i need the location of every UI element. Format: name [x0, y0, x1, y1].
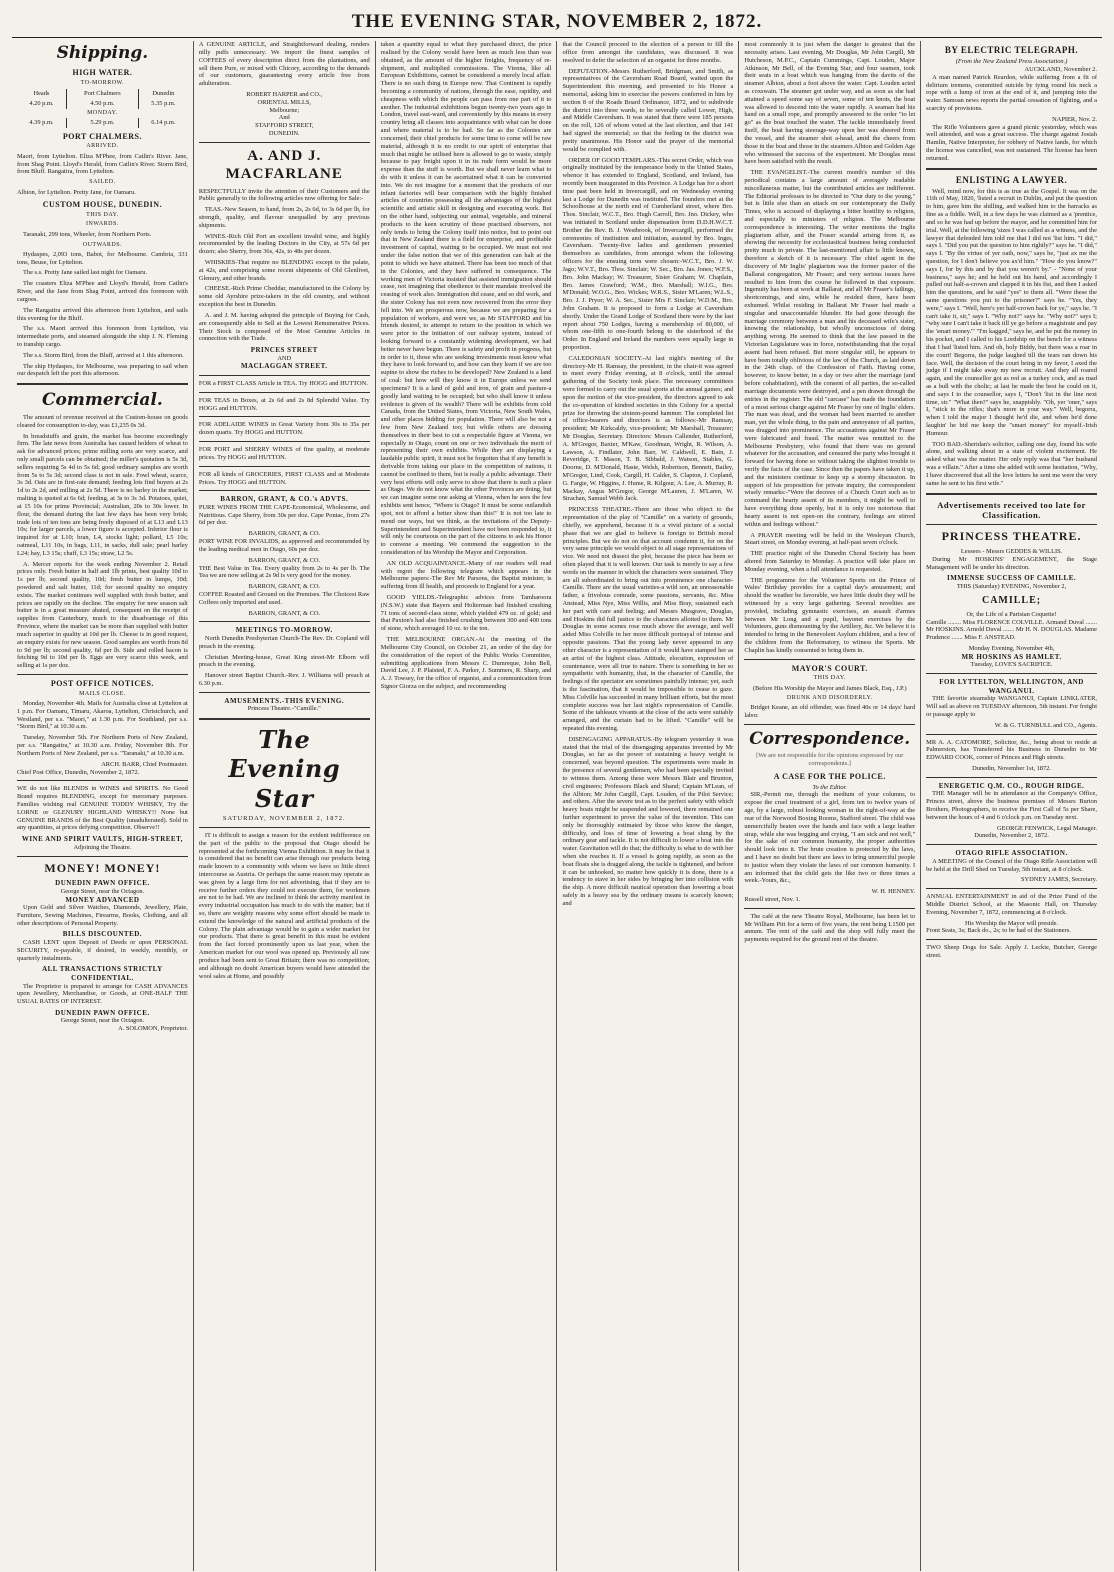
- shipping-paragraph: The s.s. Pretty Jane sailed last night for Oamaru.: [23, 269, 148, 277]
- acquaintance-paragraph: AN OLD ACQUAINTANCE.-Many of our readers will read with regret the following telegram which appears in the Melbourne papers:-The Rev Mr Parsons, the Baptist minister, is suffering from ill health, and proceeds to England for a year.: [380, 559, 552, 591]
- wanganui-paragraph: THE favorite steamship WANGANUI, Captain LINKLATER, Will sail as above on TUESDAY afternoon, 5th instant. For freight or passage apply to: [926, 695, 1097, 718]
- princess-paragraph: During Mr HOSKINS' ENGAGEMENT, the Stage Management will be under his direction.: [926, 555, 1097, 571]
- divider: [199, 718, 370, 720]
- hamlet-title: MR HOSKINS AS HAMLET.: [961, 652, 1062, 661]
- telegraph-heading: BY ELECTRIC TELEGRAPH.: [944, 45, 1079, 56]
- hogg-ad: FOR a FIRST CLASS Article in TEA. Try HOGG and HUTTON.: [198, 380, 368, 388]
- tide-cell: 5.35 p.m.: [138, 99, 187, 109]
- shipping-paragraph: The ship Hydaspes, for Melbourne, was preparing to sail when our despatch left the port this afternoon.: [17, 362, 188, 378]
- camille-subtitle: Or, the Life of a Parisian Coquette!: [966, 610, 1057, 618]
- inwards-text: Taranaki, 299 tons, Wheeler, from Northern Ports.: [23, 230, 152, 238]
- court-day: THIS DAY.: [813, 675, 846, 682]
- column-1: [12, 41, 194, 1571]
- pawn-sign: DUNEDIN PAWN OFFICE.: [55, 1008, 150, 1017]
- pawn-office-title: DUNEDIN PAWN OFFICE.: [55, 879, 150, 888]
- divider: [17, 780, 188, 781]
- divider: [926, 493, 1097, 495]
- pawn-proprietor: A. SOLOMON, Proprietor.: [118, 1025, 188, 1033]
- confidential-note: ALL TRANSACTIONS STRICTLY CONFIDENTIAL.: [42, 965, 163, 982]
- harper-dunedin: DUNEDIN.: [268, 130, 300, 138]
- police-heading: A CASE FOR THE POLICE.: [773, 771, 886, 781]
- annual-entertainment: ANNUAL ENTERTAINMENT in aid of the Prize Fund of the Middle District School, at the Masonic Hall, on Thursday Evening, November 7, 1872, commencing at 8 o'clock.: [926, 893, 1097, 916]
- shipping-paragraph: The coasters Eliza M'Phee and Lloyd's Herald, from Catlin's River, and the Jane from Shag Point, arrived this forenoon with cargoes.: [17, 280, 188, 303]
- pawn-paragraph: Upon Gold and Silver Watches, Diamonds, Jewellery, Plate, Furniture, Sewing Machines, Firearms, Books, Clothing, and all other descriptions of Personal Property.: [17, 904, 188, 927]
- divider: [199, 692, 370, 693]
- choral-paragraph: THE practice night of the Dunedin Choral Society has been altered from Saturday to Monday. A practice will take place on Monday evening, when a full attendance is requested.: [744, 550, 916, 573]
- correspondence-note: [We are not responsible for the opinions expressed by our correspondents.]: [756, 752, 904, 768]
- barron-sign: BARRON, GRANT, & CO.: [248, 583, 321, 591]
- sailings-list: Albion, for Lyttelton. Pretty Jane, for Oamaru.: [17, 188, 136, 196]
- hogg-ad: FOR TEAS in Boxes, at 2s 6d and 2s 8d Splendid Value. Try HOGG and HUTTON.: [198, 396, 370, 412]
- amusement-item: Princess Theatre.-"Camille.": [247, 705, 321, 713]
- evangelist-paragraph: THE EVANGELIST.-The current month's number of this periodical contains a large amount of averagely readable miscellaneous matter, but the contributed articles are indifferent. The Editorial professes to be directed to "Our duty to the young," but is little else than an attack on our contemporary the Daily Times, who is accused of displaying a bitter hostility to religion, and especially to ministers of religion. The Melbourne correspondence is interesting. The writer mentions the Inglis plagiarism affair, and the Fraser scandal arising from it, as showing the necessity for ecclesiastical business being conducted pretty much in private. The last-mentioned affair is little known, therefore a sketch of it is necessary. The chief agent in the discovery of Mr Inglis' plagiarism was the former pastor of the Ballarat congregation, Mr Fraser; and very serious issues have resulted to him from the course he followed in that exposure. Ingenuity has been at work at Ballarat, and all Mr Fraser's failings, shortcomings, and sins, while he resided there, have been exhumed. Whilst residing in Ballarat Mr Fraser had made a singular and unaccountable blunder. He had gone through the marriage ceremony between a man and his deceased wife's sister, knowing the relationship, but wholly unconscious of doing anything wrong. He seemed to think that the law passed in the Victorian Legislature was in force, notwithstanding that the royal assent had been refused. But more singular still, he appears to have been totally oblivious of the law of the Church, as laid down in the 24th chap. of the Confession of Faith. Having come, however, to know better, in a day or two after the marriage (and before cohabitation), with the consent of all parties, the so-called marriage documents were destroyed, and a pen drawn through the entries in the register. The old "carcase" has made the foundation of a most serious charge against Mr Fraser by one of Inglis' elders. The man was dead, and the woman had been married to another man, yet the whole thing, to the pain and annoyance of all parties, was dragged into prominence. The accusations against Mr Fraser were fabricated and fraud. The matter was remitted to the Melbourne Presbytery, who found that there was no ground whatever for the accusation, and censured the party who brought it forward for having done so without taking the slightest trouble to verify the facts of the case. Since then the papers have taken it up, and the ministers continue to keep up a stormy discussion. In support of his proposition for private inquiry, the correspondent wisely remarks:-"Were the decrees of a Church Court such as to command the hearty assent of its members, it might be well to have everything done openly, but it is only too notorious that hearty assent is not open-on the contrary, feelings are stirred within and feelings without.": [744, 169, 916, 528]
- gold-mining-paragraph: THE Manager will be in attendance at the Company's Office, Princes street, above the business premises of Messrs Burton Brothers, Photographers, to receive the First Call of 5s per Share, between the hours of 4 and 6 o'clock p.m. on Tuesday next.: [926, 790, 1097, 821]
- lessees: Lessees - Messrs GEDDES & WILLIS.: [960, 547, 1063, 555]
- correspondence-heading: Correspondence.: [749, 728, 911, 749]
- tide-header: Port Chalmers: [66, 89, 138, 99]
- tide-cell: 5.29 p.m.: [66, 118, 138, 128]
- oriental-mills: ORIENTAL MILLS,: [257, 98, 312, 106]
- paper-date: SATURDAY, NOVEMBER 2, 1872.: [222, 814, 346, 822]
- princes-street: PRINCES STREET: [250, 346, 318, 355]
- gold-mining-date: Dunedin, November 2, 1872.: [974, 832, 1049, 840]
- hogg-ad: FOR ADELAIDE WINES in Great Variety from 30s to 35s per dozen quarts. Try HOGG and HUTTON.: [198, 421, 370, 437]
- coffee-ad: A GENUINE ARTICLE, and Straightforward dealing, renders nilly puffs unnecessary. We import the finest samples of COFFEES of every description direct from the plantations, and sell them Pure, or mixed with Chicory, according to the demands of our customers, guaranteeing every article free from adulteration.: [198, 41, 370, 88]
- tide-cell: 6.14 p.m.: [138, 118, 187, 128]
- arrivals-list: Maori, from Lyttelton. Eliza M'Phee, from Catlin's River. Jane, from Shag Point. Lloyd's Herald, from Catlin's River. Storm Bird, from Bluff. Rangatira, from Lyttelton.: [17, 152, 188, 176]
- macfarlane-heading: A. AND J. MACFARLANE: [225, 147, 343, 183]
- yields-paragraph: GOOD YIELDS.-Telegraphic advices from Tambaroora (N.S.W.) state that Bayers and Holterman had finished crushing 71 tons of second-class stone, which yielded 479 oz. of gold; and that Paxton's had also finished crushing between 300 and 400 tons of stone, which averaged 10 oz. to the ton.: [380, 594, 552, 633]
- bills-discounted: BILLS DISCOUNTED.: [62, 930, 143, 939]
- theatre-paragraph: PRINCESS THEATRE.-There are those who object to the representation of the play of "Camille" on a variety of grounds, chiefly, we apprehend, because it is a vivid picture of a social phase that we are glad to believe is foreign to British moral principles. But we do not on that account condemn it, for on the very same principle we would object to all stage representations of vice. We need not dissect the plot, because the piece has been so often played that it is well known. Our task is merely to say a few words on the manner in which the characters were sustained. They are all subordinated to bring out into prominence one character-Camille. There are the usual varieties-a wild son, an unreasonable father, a frivolous comrade, some passions, servants, &c. Miss Anstead, Miss Nye, Miss Willis, and Miss Bray, sustained each her part with care and feeling; and Messrs Musgrave, Douglas, and Hoskins did full justice to the characters allotted to them. Mr Douglas in some scenes rose much above the average, and well aided Miss Colville in her more difficult portrayal of intense and opposite passions. That the young lady never appeared in any other character is a representation of it would have stamped her as an artist of the highest class. Attitude, elocution, expression of countenance, were all true to nature. There is something in her so sympathetic with humanity, that, in the character of Camille, the feelings of the spectator are sometimes painfully intense; yet, such is the fascination, that it would be impossible to cease to gaze. Miss Colville has succeeded in many brilliant efforts, but the most complete success was her last night's representation of Camille. Some of the tableaux vivants at the close of the acts were suitably arranged, and the curtain had to be lifted. "Camille" will be repeated this evening.: [562, 506, 734, 733]
- police-date: Russell street, Nov. 1.: [744, 896, 801, 904]
- lawyer-heading: ENLISTING A LAWYER.: [955, 174, 1068, 185]
- barron-sign: BARRON, GRANT, & CO.: [248, 609, 321, 617]
- divider: [744, 659, 915, 660]
- pawn-paragraph: The Proprietor is prepared to arrange for CASH ADVANCES upon Jewellery, Merchandise, or Goods, at ONE-HALF THE USUAL RATES OF INTEREST.: [17, 982, 188, 1006]
- column-2: [194, 41, 376, 1571]
- barron-sign: BARRON, GRANT, & CO.: [248, 530, 321, 538]
- barron-heading: BARRON, GRANT, & CO.'s ADVTS.: [220, 495, 349, 504]
- leader-paragraph: IT is difficult to assign a reason for the evident indifference on the part of the public to the proposal that Otago should be represented at the forthcoming Vienna Exhibition. It may be that it is considered that no benefit can arise through our products being made known to a community with whom we have so little direct intercourse as Austria. Or perhaps the same reason may operate as was given by a large firm for not advertising, that if they are to receive further orders they could not execute them, for workmen are not to be had. We are inclined to think the activity manifest in every industrial occupation has much to do with the matter; but if so, there are weighty reasons why some effort should be made to extend the knowledge of the natural and artificial products of the Colony. The plain advantage would be to gain a wider market for our products. That there is great benefit in this must be evident from the fact forced prominently upon us last year, when the American market for our wool was opened up. Previously all raw produce had been sent to Great Britain; there was no competition; and although no doubt American buyers would have attended the wool sales at Home, and possibly: [198, 831, 370, 980]
- divider: [926, 168, 1097, 170]
- shipping-paragraph: The s.s. Storm Bird, from the Bluff, arrived at 1 this afternoon.: [23, 351, 184, 359]
- macfarlane-wines: WINES.-Rich Old Port an excellent invalid wine, and highly recommended by the leading Doctors in the City, at 57s 6d per dozen; also Sherry, from 36s, 42s, to 48s per dozen.: [198, 232, 370, 256]
- harper-melbourne: Melbourne;: [269, 106, 300, 114]
- disengaging-paragraph: DISENGAGING APPARATUS.-By telegram yesterday it was stated that the trial of the disengaging apparatus invented by Mr Douglas, so far as the power of sustaining a heavy weight is concerned, was beyond question. The experiments were made in the presence of several gentlemen, who had been specially invited to witness them. Among these were Messrs Blair and Brunton, civil engineers; Professors Black and Shand; Captain M'Lean, of the Albion; Mr John Cargill, Capt. Louden, of the Pilot Service; and others. After the severe test as to the perfect safety with which heavy boats might be suspended and lowered, there remained one further experiment to prove the value of the invention. This can only be thoroughly estimated by those who know the danger, difficulty, and loss of time of lowering a boat slung by the ordinary gear and tackle. It is not difficult to lower a boat into the water. Gravitation will do that; the difficulty is what to do with her when she reaches it. If a vessel is going rapidly, as soon as the boat floats she is dragged along, the tackle is tightened, and before it can be unhooked, no matter how quickly it is done, there is a tendency to stave in her sides by bringing her into collision with the ship. A more difficult nautical operation than lowering a boat safely in a heavy sea by the ordinary means is scarcely known; and: [562, 735, 734, 907]
- divider: [199, 441, 370, 442]
- macfarlane-whiskies: WHISKIES-That require no BLENDING except to the palate, at 42s, and comprising some recent shipments of Old Glenlivet, Glenury, and other brands.: [198, 259, 370, 282]
- money-heading: MONEY! MONEY!: [44, 860, 161, 875]
- post-office-heading: POST OFFICE NOTICES.: [50, 678, 154, 688]
- leader-paragraph: taken a quantity equal to what they purchased direct, the price realised by the Colony would have been as much less than was obtained, as the amount of the higher freights, frequency of re-shipment, and multiplied commissions. The Vienna, like all European Exhibitions, cannot be considered a merely local affair. There is no such thing in Europe now. That Continent is rapidly becoming a community of nations, through the ease, rapidity, and cheapness with which the people can pass from one part of it to another. The industrial exhibitions begun twenty-two years ago in London, travel east-ward, and conveniently by this means in every country bring all classes into acquaintance with what can be done and where material is to be had. So far as the Colonies are concerned, their chief products for some time to come will be raw material, although it is no credit to our spirit of enterprise that much that might be utilised here is allowed to go to waste, simply because to pay freight upon it in its rude form would be more expense than the stuff is worth. But we shall never learn what to do with it unless it can be ascertained what it can be converted into. We do not imagine for a moment that the products of our infant factories will bear comparison with the highly finished articles of countries possessing all the advantages of the highest scientific and artistic skill in designing and executing work. But on the other hand, subjecting our animal, vegetable, and mineral products to the keen scrutiny of those practised observers, not only tends to bring the Colony itself into notice, but to point out that in New Zealand there is a field for enterprise, and profitable investment of capital, waiting to be occupied. We must not rest under the false notion that we of this generation can halt at the point to which we have attained. There has been too much of that in the Colonies, and they have suffered in consequence. The working men of Victoria insisted that assisted immigration should cease, not imagining that obedience to their mandate involved the ceasing of work also. Immigration did cease, and so did work, and the sister Colony has not even now recovered from the error they fell into. We are prosperous now, because we are preparing for a population of workers, and were we, as Mr STAFFORD and his friends desired, to attempt to return to the position in which we were prior to the initiation of our railway system, instead of looking forward to a constantly widening development, we had better never have begun. There is safety and profit in progress, but in order to it, those who are seeking investments must know what they have to look forward to, and how can they learn if we are too supine to show the riches to be developed? New Zealand is a land of coal: but how will they know it in Europe unless we send specimens? It is a land of gold and iron, of grain and pasture-a goodly land waiting to be occupied; but who shall know it unless evidence is given of its wealth? There will be exhibits from cold Canada, from the United States, from Victoria, New South Wales, and other places bidding for population. There will also be not a few from New Zealand too; but while others are dressing themselves in their best to cut a respectable figure at Vienna, we especially in Otago, count on one or two individuals the merit of representing their own exhibits. While they are displaying a laudable public spirit, it must not be forgotten that if any benefit is derivable from taking our place in the competition of nations, it cannot be confined to them, but is really a public advantage. Their very best efforts will only serve to show that there is such a place as Otago. We do not know what the other Provinces are doing, but we can imagine some one asking at Vienna, when he sees the few exhibits sent hence, "Where is Otago? It must be some outlandish spot, not to afford a better show than this!" It is not too late to mend our ways, but we think, as the invitations of the Deputy-Superintendent and Superintendent have not been responded to, it will only be courteous on the part of the citizens to ask his Honor to convene a meeting. We commend the suggestion to the consideration of his Worship the Mayor and Corporation.: [380, 41, 552, 556]
- outwards-text: Hydaspes, 2,093 tons, Babot, for Melbourne. Cambria, 331 tons, Beuse, for Lyttelton.: [17, 250, 188, 266]
- mayors-court-heading: MAYOR'S COURT.: [791, 663, 868, 673]
- outwards-label: OUTWARDS.: [82, 241, 123, 248]
- meeting-item: North Dunedin Presbyterian Church-The Rev. Dr. Copland will preach in the evening.: [198, 634, 370, 650]
- mail-paragraph: Monday, November 4th. Mails for Australia close at Lyttelton at 1 p.m. For Oamaru, Timaru, Akaroa, Lyttelton, Christchurch, and Westland, per s.s. "Maori," at 1.30 p.m. For Southland, per s.s. "Storm Bird," at 10.30 a.m.: [17, 700, 188, 731]
- sailed-label: SAILED.: [89, 179, 116, 186]
- police-letter: SIR,-Permit me, through the medium of your columns, to expose the cruel treatment of a girl, from ten to twelve years of age, by a large, robust looking woman in the right-of-way at the rear of the Norwood Boxing Rooms, Stafford street. The child was unmercifully beaten over the hands and face with a large leather strap, while she was begging and crying, "I am sick and not well," for the sake of our common humanity, the proper authorities should look into it. The brute creation is protected by the laws, and I have no doubt but there are laws to bring unmerciful people to justice when they violate the laws of our common humanity. I am informed that the child gets the like two or three times a week.-Yours, &c.,: [744, 791, 916, 885]
- commercial-paragraph: In breadstuffs and grain, the market has become exceedingly firm. The late news from Australia has caused holders of wheat to ask for advanced prices; prime milling sorts are very scarce, and only small parcels can be obtained; the miller's quotation is 5s 3d, sellers requiring 5s 4d to 5s 6d; good ordinary samples are worth from 5s to 5s 3d; second class is not in sale. Fowl wheat, scarce, 3s 3d. Oats are in first-rate demand; feeding lots find buyers at 2s 1d to 2s 2d, and milling at 2s 5d. There is no barley in the market; malting is quoted at 6s 6d; feeding, at 3s to 3s 3d. Potatoes, quiet, at 15 10s for prime Provincial; Australian, 20s to 30s lower. In flour, the demand during the last few days has been very brisk; trade lots of ten tons are being freely disposed of at L13 and L13 10s; for larger parcels, a lower figure is accepted. Inferior flour is inquired for at L10; bran, L4, stocks light; pollard, L5 10s; oatmeal, L11 10s, in bags, L11, in sacks, dull sale; pearl barley L24; hay, L3 15s; chaff, L3 15s; straw, L2 5s.: [17, 432, 188, 557]
- divider: [199, 490, 370, 491]
- shipping-heading: Shipping.: [56, 43, 149, 64]
- inwards-label: INWARDS.: [85, 221, 119, 228]
- too-bad-paragraph: TOO BAD.-Sheridan's solicitor, calling one day, found his wife alone, and walking about in a state of violent excitement. He asked what was the matter. Her only reply was that "her husband was a villain." After a time she added with some hesitation, "Why, I have discovered that all the love letters he sent me were the very same he sent to his first wife.": [926, 440, 1097, 487]
- camille-title: CAMILLE;: [981, 594, 1042, 606]
- seat-prices: Front Seats, 3s; Back do., 2s; to be had of the Stationers.: [926, 927, 1071, 935]
- rifle-paragraph: A MEETING of the Council of the Otago Rifle Association will be held at the Drill Shed on Tuesday, 5th instant, at 8 o'clock.: [926, 857, 1097, 873]
- this-day-label: THIS DAY.: [86, 212, 119, 219]
- wanganui-sign: W. & G. TURNBULL and CO., Agents.: [994, 721, 1097, 729]
- to-editor: To the Editor.: [812, 783, 847, 791]
- divider: [926, 939, 1097, 940]
- divider: [199, 621, 370, 622]
- column-4: [557, 41, 739, 1571]
- court-before: (Before His Worship the Mayor and James Black, Esq., J.P.): [752, 684, 907, 692]
- divider: [17, 383, 188, 385]
- divider: [199, 392, 370, 393]
- wanganui-heading: FOR LYTTELTON, WELLINGTON, AND WANGANUI.: [939, 678, 1084, 695]
- hogg-ad: FOR all kinds of GROCERIES, FIRST CLASS and at Moderate Prices. Try HOGG and HUTTON.: [198, 470, 370, 486]
- column-5: [739, 41, 921, 1571]
- immense-success: IMMENSE SUCCESS OF CAMILLE.: [946, 574, 1077, 583]
- council-paragraph: that the Council proceed to the election of a person to fill the office from amongst the candidates, was discussed. It was resolved to defer the selection of an organist for three months.: [562, 41, 734, 64]
- drunk-label: DRUNK AND DISORDERLY.: [786, 694, 873, 701]
- blends-ad: WE do not like BLENDS in WINES and SPIRITS. No Good Brand requires BLENDING, except for mercenary purposes. Families wishing real GENUINE TODDY WHISKY, Try the LORNE or GLENURY HIGHLAND WHISKY!! None but GENUINE BRANDS of the Best Quality (unadulterated). Sold in any quantities, at prices defying competition. Observe!!: [17, 785, 188, 832]
- police-sign: W. H. HENNEY.: [871, 888, 916, 896]
- divider: [17, 856, 188, 857]
- napier-dateline: NAPIER, Nov. 2.: [1052, 115, 1097, 123]
- divider: [744, 724, 915, 725]
- commercial-paragraph: A. Mercer reports for the week ending November 2. Retail prices only. Fresh butter in half and 1lb prints, best quality 10d to 1s per lb; second quality, 10d; fresh butter in lumps, 10d; powdered and salt butter, 11d; for second quality no enquiry exists. The market continues well supplied with fresh butter, and prices are rapidly on the decline. The enquiry for new season salt butter is in a great measure abated, consequent on the receipt of supplies from Canterbury, much to the disadvantage of this Province, where the market can be more than supplied with butter much superior in quality at 10d per lb. Cheese is in good request, an enquiry exists for new season. Good samples are worth from 8d to 9d per lb; second quality, 6d per lb. Side and rolled bacon is fetching 9d to 10d per lb. Eggs are very scarce this week, and selling at 1s per doz.: [17, 560, 188, 670]
- gold-mining-heading: ENERGETIC Q.M. CO., ROUGH RIDGE.: [938, 781, 1085, 790]
- tomorrow-label: TO-MORROW.: [80, 79, 125, 86]
- monday-label: MONDAY.: [87, 109, 118, 116]
- macfarlane-cheese: CHEESE.-Rich Prime Cheddar, manufactured in the Colony by some old Ayrshire prize-takers in the old country, and without exception the best in Dunedin.: [198, 285, 370, 309]
- barron-ad: PORT WINE FOR INVALIDS, as approved and recommended by the leading medical men in Otago, 60s per doz.: [198, 538, 370, 553]
- port-chalmers-heading: PORT CHALMERS.: [62, 131, 142, 141]
- pawn-paragraph: CASH LENT upon Deposit of Deeds or upon PERSONAL SECURITY, re-payable, if desired, in weekly, monthly, or quarterly instalments.: [17, 939, 188, 962]
- macfarlane-paragraph: RESPECTFULLY invite the attention of their Customers and the Public generally to the following articles now offering for Sale:-: [198, 187, 370, 203]
- macfarlane-teas: TEAS.-New Season, to hand, from 2s, 2s 6d, to 3s 6d per lb, for strength, quality, and flavour unequalled by any previous shipments.: [198, 206, 370, 229]
- mails-close-label: MAILS CLOSE.: [79, 690, 126, 697]
- maclaggan-street: MACLAGGAN STREET.: [240, 362, 328, 371]
- divider: [926, 734, 1097, 735]
- custom-house-heading: CUSTOM HOUSE, DUNEDIN.: [42, 200, 163, 210]
- meeting-item: Christian Meeting-house, Great King street-Mr Elborn will preach in the evening.: [198, 653, 370, 669]
- divider: [926, 673, 1097, 674]
- late-ads-heading: Advertisements received too late for Classification.: [937, 499, 1086, 520]
- templars-paragraph: ORDER OF GOOD TEMPLARS.-This secret Order, which was originally instituted by the temperance body in the United States, whence it has extended to England, Scotland, and Ireland, has recently been inaugurated in this Province. A Lodge has for a short time past been held in Invercargill, and on Wednesday evening last a Lodge for Dunedin was instituted. The founders met at the Schoolhouse at the north end of Cumberland street, where Bro. Thos. Sinclair, W.C.T., Bro. Hugh Carroll, Bro. Jno. Dickey, who was initiated in Scotland under dispensation from D.D.H.W.C.T. Brother the Rev. B. J. Westbrook, of Invercargill, performed the ceremonies of institution and initiation, assisted by Bro. Inges, Caversham. Twenty-five ladies and gentlemen presented themselves as candidates, from amongst whom the following officers for the ensuing term were chosen:-W.C.T., Bro. J. W. Jago; W.V.T., Bro. Thos. Sinclair; W. Sec., Bro. Jas. Jones; W.F.S., Bro. John Mackay; W. Treasurer, Sister Graham; W. Chaplain, Bro. James Crawford; W.M., Bro. Marshall; W.I.G., Bro. M'Donald; W.O.G., Bro. Wickes; W.R.S., Sister M'Laren; W.L.S., Bro. J. J. Pryor; W. A. Sec., Sister Mrs F. Sinclair; W.D.M., Bro. John Graham. It is proposed to form a Lodge at Caversham shortly. Under the Grand Lodge of Scotland there were by the last report about 750 Lodges, having a membership of 80,000, of whom one-fifth to one-fourth belong to the sisterhood of the Order. In England and Ireland the numbers were equally large in proportion.: [562, 156, 734, 352]
- hogg-ad: FOR PORT and SHERRY WINES of fine quality, at moderate prices. Try HOGG and HUTTON.: [198, 446, 370, 461]
- cafe-paragraph: The café at the new Theatre Royal, Melbourne, has been let to Mr William Pitt for a term of five years, the rent being L1500 per annum. The rent of the café and the shop will fully meet the payments required for the ground rent of the theatre.: [744, 912, 916, 944]
- meetings-heading: MEETINGS TO-MORROW.: [235, 626, 333, 635]
- column-3: [376, 41, 558, 1571]
- column-6: [921, 41, 1102, 1571]
- lawyer-paragraph: Well, mind now, for this is as true as the Gospel. It was on the 11th of May, 1820, 'listed a recruit in Dublin, and put the question to him, gave him the shilling, and walked him to the barracks as fine as a fiddle. Well, in a few days he was claimed as a 'prentice, and so he was had up before the mayor, and he committed him for trial. Well, at the following 'sizes I was called as a witness, and the lawyer that defended him told me that I did not 'list him. "I did," says I. "Did you put the question to him rightly?" says he. "I did," says I. "By the virtue of yer oath, now," says he, "just ax me the question, for I don't believe you ax'd him." "How do you know?" says I, for by this and by that you weren't by." - "None of your business," says he; and he held out his hand, and accordingly I pulled out half-a-crown and clapped it in his fist, and then I asked him the questions, and he said "yes" to them all. "Were these the same questions you put to the prisoner?" says he. "Yes, they were," says I. "Well, here's yer half-crown back for ye," says he. "I can't take it, sir," says I. "Why not?" says he. "Why not?" says I; "why sure I can't take it back till ye go before a magistrate and pay the 'smart money.'" "I'm kagged," says he, and he put the money in his pocket, and I called to his Lordship on the bench for a witness that I had 'listed him. And oh, holy Biddy, but there was a roar in the court! Begorra, the judge laughed till the tears ran down his face. Well, the decision of the court being in my favor, I axed the judge if I might take away my new recruit. And they all roared again, and the counsellor got as red as a turkey cock, and as mad as a bull with the cholic; at last he made the best he could on it, and says I to the counsellor, says I, "Don't 'list in the line next time, sir." "What then?" says he, snappishly. "Oh, yer 'oner," says I, "stick to the rifles; that's more in your way." Well, begorra, when I told the major I thought he'd die, and when he'd done laughin' he bid me keep the "smart money" for myself.-Irish Humour.: [926, 187, 1097, 437]
- hamlet-date: Monday Evening, November 4th,: [968, 645, 1055, 653]
- tide-header: Heads: [33, 89, 50, 97]
- divider: [926, 777, 1097, 778]
- shipping-paragraph: The Rangatira arrived this afternoon from Lyttelton, and sails this evening for the Bluff.: [17, 306, 188, 322]
- pawn-address: George Street, near the Octagon.: [60, 887, 145, 895]
- tide-cell: 4.20 p.m.: [29, 99, 54, 107]
- divider: [926, 888, 1097, 889]
- tide-header: Dunedin: [138, 89, 187, 99]
- divider: [199, 466, 370, 467]
- telegraph-source: (From the New Zealand Press Association.): [955, 58, 1068, 66]
- barron-ad: PURE WINES FROM THE CAPE-Economical, Wholesome, and Nutritious. Cape Sherry, from 30s per doz. Cape Pontac, from 27s 6d per doz.: [198, 503, 370, 527]
- princess-theatre-heading: PRINCESS THEATRE.: [941, 529, 1082, 544]
- barron-ad: COFFEE Roasted and Ground on the Premises. The Choicest Raw Coffees only imported and used.: [198, 590, 370, 606]
- tide-row: [17, 118, 188, 128]
- catomore-ad: MR A. A. CATOMORE, Solicitor, &c., being about to reside at Palmerston, has Transferred his Business in Dunedin to Mr EDWARD COOK, corner of Princes and High streets.: [926, 738, 1097, 762]
- high-water-heading: HIGH WATER.: [72, 67, 133, 77]
- mail-paragraph: Tuesday, November 5th. For Northern Ports of New Zealand, per s.s. "Rangatira," at 10.30 a.m. Friday, November 8th. For Northern Ports of New Zealand, per s.s. "Taranaki," at 10.30 a.m.: [17, 734, 188, 757]
- money-advanced: MONEY ADVANCED: [65, 895, 140, 904]
- divider: [17, 674, 188, 675]
- drunk-paragraph: Bridget Keane, an old offender, was fined 40s or 14 days' hard labor.: [744, 703, 916, 719]
- organ-paragraph: THE MELBOURNE ORGAN.-At the meeting of the Melbourne City Council, on October 21, an order of the day for the consideration of the report of the Public Works Committee, submitting applications from Messrs C. Dumreque, John Bell, David Lee, J. P. Plaisted, F. A. Parker, J. Summers, R. Sharp, and A. J. Towsey, for the office of organist, and a communication from Signor Giorza on the subject, and recommending: [380, 636, 552, 690]
- harper-name: ROBERT HARPER and CO.,: [246, 91, 323, 99]
- harper-stafford: STAFFORD STREET,: [255, 122, 314, 130]
- vaults-title: WINE AND SPIRIT VAULTS, HIGH-STREET,: [21, 835, 183, 844]
- caledonian-paragraph: CALEDONIAN SOCIETY.-At last night's meeting of the directory-Mr H. Ramsay, the president, in the chair-it was agreed to meet every Friday evening, at 8 o'clock, until the annual gathering of the Society took place. The necessary committees were formed to carry out the usual sports at the annual games; and upon the motion of the vice-president, the directors agreed to ask the co-operation of kindred societies in this Colony for a special prize for throwing the sixteen-pound hammer. The completed list of office-bearers and directors is as follows:-Mr Ramsay, president; Mr Kirkcaldy, vice-president; Mr Marshall, Treasurer; Mr Douglas, Secretary. Directors: Messrs Callender, Rutherford, A. M'Gregor, Baxter, M'Kaw, Goodman, Wright, R. Wilson, A. Lawson, A. Findlater, John Barr, W. Caldwell, E. Bain, J. Reveridge, T. Mason, T. B. Sibbald, J. Watson, Stables, G. Doorne, D. M'Donald, Haste, Welsh, Robertson, Bennett, Bailey, M'Gregor, Lind, Cook, Cargill, H. Calder, S. Clapton, J. Copland, G. Fargie, W. Higgins, J. Hume, R. Kilgour, A. Lee, A. Murray, R. Mackay, Angus M'Gregor, George M'Lauren, J. M'Laren, W. Strachan, Samuel Webb Jack.: [562, 354, 734, 503]
- post-office-date: Chief Post Office, Dunedin, November 2, 1872.: [17, 768, 140, 776]
- sports-paragraph: THE programme for the Volunteer Sports on the Prince of Wales' Birthday provides for a capital day's amusement; and should the weather be favorable, we have little doubt they will be witnessed by a very large gathering. Several novelties are provided, including gymnastic exercises, an assault d'armes between Mr Long and a pupil, bayonet exercises by the Volunteers, guns dismounting by the Artillery, &c. We believe it is intended to bring in the Benevolent Asylum children, and a few of the children from the Reformatory, to witness the Sports. Mr Chaplin has kindly consented to bring them in.: [744, 576, 916, 654]
- barron-sign: BARRON, GRANT, & CO.: [248, 556, 321, 564]
- divider: [199, 375, 370, 376]
- tide-table: [17, 89, 188, 128]
- arrived-label: ARRIVED.: [86, 143, 119, 150]
- mayor-preside: His Worship the Mayor will preside.: [965, 919, 1059, 927]
- cast-list: Camille ........ Miss FLORENCE COLVILLE. Armand Duval ....... Mr HOSKINS. Arnold Duval ....... Mr H. N. DOUGLAS. Madame Prudence ....... Miss F. ANSTEAD.: [926, 618, 1097, 642]
- pawn-sign-address: George Street, near the Octagon.: [60, 1017, 145, 1025]
- auckland-dateline: AUCKLAND, November 2.: [1024, 65, 1097, 73]
- catomore-date: Dunedin, November 1st, 1872.: [972, 765, 1051, 773]
- and-label: AND: [277, 354, 292, 362]
- auckland-paragraph: A man named Patrick Reardon, while suffering from a fit of delirium tremens, committed suicide by tying round his neck a rope with a lump of iron at the end of it, and jumping into the water. Samoan news reports the partial cessation of fighting, and a scarcity of provisions.: [926, 73, 1097, 113]
- sheep-dogs-ad: TWO Sheep Dogs for Sale. Apply J. Leckie, Butcher, George street.: [926, 944, 1097, 960]
- shipping-paragraph: The s.s. Maori arrived this forenoon from Lyttelton, via intermediate ports, and steamed alongside the ship J. N. Fleming to tranship cargo.: [17, 325, 188, 348]
- divider: [926, 844, 1097, 845]
- napier-paragraph: The Rifle Volunteers gave a grand picnic yesterday, which was well attended, and was a great success. The charge against Josiah Hamlin, Native Interpreter, for robbery of Native lands, for which the license was cancelled, was not sustained. The license has been returned.: [926, 123, 1097, 162]
- divider: [199, 142, 370, 143]
- postmaster-sign: ARCH. BARR, Chief Postmaster.: [101, 760, 188, 768]
- loves-sacrifice: Tuesday, LOVE'S SACRIFICE.: [970, 661, 1053, 669]
- prayer-paragraph: A PRAYER meeting will be held in the Wesleyan Church, Stuart street, on Monday evening, at half-past seven o'clock.: [744, 531, 916, 547]
- harper-and: And: [278, 114, 290, 122]
- divider: [926, 524, 1097, 525]
- columns: [12, 41, 1102, 1571]
- meeting-item: Hanover street Baptist Church.-Rev. J. Williams will preach at 6.30 p.m.: [198, 672, 370, 688]
- tide-cell: 4.39 p.m.: [29, 118, 54, 126]
- gold-mining-sign: GEORGE FENWICK, Legal Manager.: [997, 824, 1097, 832]
- tide-row: [17, 99, 188, 109]
- paper-title: The Evening Star: [228, 725, 341, 813]
- divider: [199, 827, 370, 828]
- deputation-paragraph: DEPUTATION.-Messrs Rutherford, Bridgman, and Smith, as representatives of the Caversham Road Board, waited upon the Superintendent this morning, and presented to his Honor a memorial, asking him to exercise the powers conferred in him by section 8 of the Roads Board Ordinance, 1872, and to subdivide the district into three wards, to be severally called Lower, High, and Middle Caversham. It was stated that there were 185 persons on the roll, 126 of whom voted at the last election, and that 141 had signed the memorial; so that the feeling in the district was pretty unanimous. His Honor said the prayer of the memorial would be complied with.: [562, 67, 734, 153]
- rifle-heading: OTAGO RIFLE ASSOCIATION.: [955, 849, 1068, 858]
- tide-cell: 4.50 p.m.: [66, 99, 138, 109]
- barron-ad: THE Best Value in Tea. Every quality from 2s to 4s per lb. The Tea we are now selling at 2s 9d is very good for the money.: [198, 564, 370, 580]
- commercial-paragraph: The amount of revenue received at the Custom-house on goods cleared for consumption to-day, was £1,235 0s 3d.: [17, 413, 188, 429]
- rifle-sign: SYDNEY JAMES, Secretary.: [1020, 876, 1097, 884]
- amusements-heading: AMUSEMENTS.-THIS EVENING.: [224, 696, 345, 705]
- this-saturday: THIS (Saturday) EVENING, November 2,: [956, 582, 1067, 590]
- vaults-subtitle: Adjoining the Theatre.: [73, 843, 132, 851]
- tide-header-row: [17, 89, 188, 99]
- divider: [199, 416, 370, 417]
- macfarlane-paragraph: A. and J. M. having adopted the principle of Buying for Cash, are consequently able to Sell at the Lowest Remunerative Prices. Their Stock is composed of the Most Genuine Articles in connection with the Trade.: [198, 311, 370, 343]
- disengaging-continued: most commonly it is just when the danger is greatest that the necessity arises. Last evening, Mr Douglas, Mr John Cargill, Mr Hutcheson, M.P.C., Captain Cummings, Capt. Louden, Major Atkinson, Mr Bell, of the Evening Star, and four seamen, took their seats in a boat which was hanging from the davits of the steamer Albion, about a foot above the water. Capt. Louden acted as coxswain. The steamer got under way, and as soon as she had attained a speed some say of seven, some of ten knots, the boat was allowed to descend into the water rapidly. A seaman had his hand on a small rope, and promptly answered to the order "to let go" as the boat touched the water. The tackle immediately freed itself, the boat having steerage-way upon her was sheered from the vessel, and the steamer shot a-head, amid the cheers from those in the boat and those in the steamers Albion and Golden Age who witnessed the success of the experiment. Mr Douglas must have been satisfied with the result.: [744, 41, 916, 166]
- commercial-heading: Commercial.: [42, 390, 163, 411]
- masthead: THE EVENING STAR, NOVEMBER 2, 1872.: [12, 8, 1102, 38]
- divider: [744, 908, 915, 909]
